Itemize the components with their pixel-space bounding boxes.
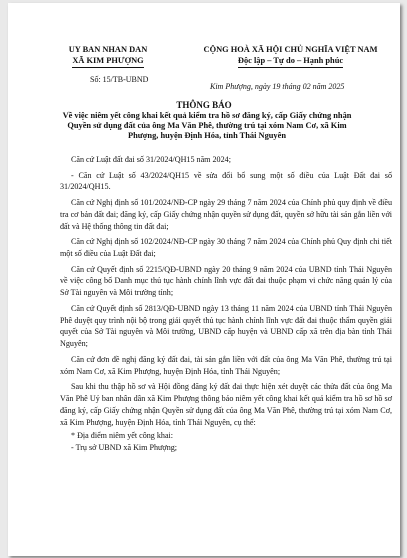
paragraph: Căn cứ Quyết định số 2215/QĐ-UBND ngày 20 tháng 9 năm 2024 của UBND tỉnh Thái Nguyên về việc công bố Danh mục thủ tục hành chính lĩnh vực đất đai thuộc phạm vi chức năng quản lý của Sở Tài nguyên và Môi trường tỉnh; [60,264,392,298]
paragraph: - Căn cứ Luật số 43/2024/QH15 về sửa đổi bổ sung một số điều của Luật Đất đai số 31/2024/QH15. [60,170,392,192]
nation-line-2: Độc lập – Tự do – Hạnh phúc [238,55,343,68]
paragraph: * Địa điểm niêm yết công khai: [71,430,174,440]
national-motto [188,44,393,68]
document-subject: Về việc niêm yết công khai kết quả kiểm tra hồ sơ đăng ký, cấp Giấy chứng nhận Quyền sử dụng đất của ông Ma Văn Phê, thường trú tại xóm Nam Cơ, xã Kim Phượng, huyện Định Hóa, tỉnh Thái Nguyên [62,111,352,140]
agency-line-1: UY BAN NHAN DAN [68,45,148,54]
paragraph: Căn cứ Luật đất đai số 31/2024/QH15 năm 2024; [71,155,231,164]
issuing-agency [28,44,188,68]
place-date: Kim Phượng, ngày 19 tháng 02 năm 2025 [210,82,345,91]
document-number: Số: 15/TB-UBND [90,75,149,84]
document-body [60,154,392,458]
document-page [8,3,400,556]
paragraph: Căn cứ Quyết định số 2813/QĐ-UBND ngày 13 tháng 11 năm 2024 của UBND tỉnh Thái Nguyên Phê duyệt quy trình nội bộ trong giải quyết thủ tục hành chính lĩnh vực đất đai thuộc thẩm quyền giải quyết của Sở Tài nguyên và Môi trường, UBND cấp huyện và UBND cấp xã trên địa bàn tỉnh Thái Nguyên; [60,303,392,349]
nation-line-1: CỘNG HOÀ XÃ HỘI CHỦ NGHĨA VIỆT NAM [203,45,378,54]
paragraph: Sau khi thu thập hồ sơ và Hội đồng đăng ký đất đai thực hiện xét duyệt các thửa đất của ông Ma Văn Phê Uỷ ban nhân dân xã Kim Phượng thông báo niêm yết công khai kết quả kiểm tra hồ sơ hồ sơ đăng ký, cấp Giấy chứng nhận Quyền sử dụng đất của ông Ma Văn Phê, thường trú tại xóm Nam Cơ, xã Kim Phượng, huyện Định Hóa, tỉnh Thái Nguyên, cụ thể: [60,382,392,427]
agency-line-2: XÃ KIM PHƯỢNG [72,55,143,68]
paragraph: Căn cứ Nghị định số 101/2024/NĐ-CP ngày 29 tháng 7 năm 2024 của Chính phủ quy định về điều tra cơ bản đất đai; đăng ký, cấp Giấy chứng nhận quyền sử dụng đất, quyền sở hữu tài sản gắn liền với đất và Hệ thống thông tin đất đai; [60,197,392,231]
paragraph: Căn cứ đơn đề nghị đăng ký đất đai, tài sản gắn liền với đất của ông Ma Văn Phê, thường trú tại xóm Nam Cơ, xã Kim Phượng, huyện Định Hóa, tỉnh Thái Nguyên; [60,354,392,376]
paragraph: Căn cứ Nghị định số 102/2024/NĐ-CP ngày 30 tháng 7 năm 2024 của Chính phủ Quy định chi tiết một số điều của Luật Đất đai; [60,237,392,258]
document-title: THÔNG BÁO [176,100,232,110]
paragraph: - Trụ sở UBND xã Kim Phượng; [71,443,178,453]
